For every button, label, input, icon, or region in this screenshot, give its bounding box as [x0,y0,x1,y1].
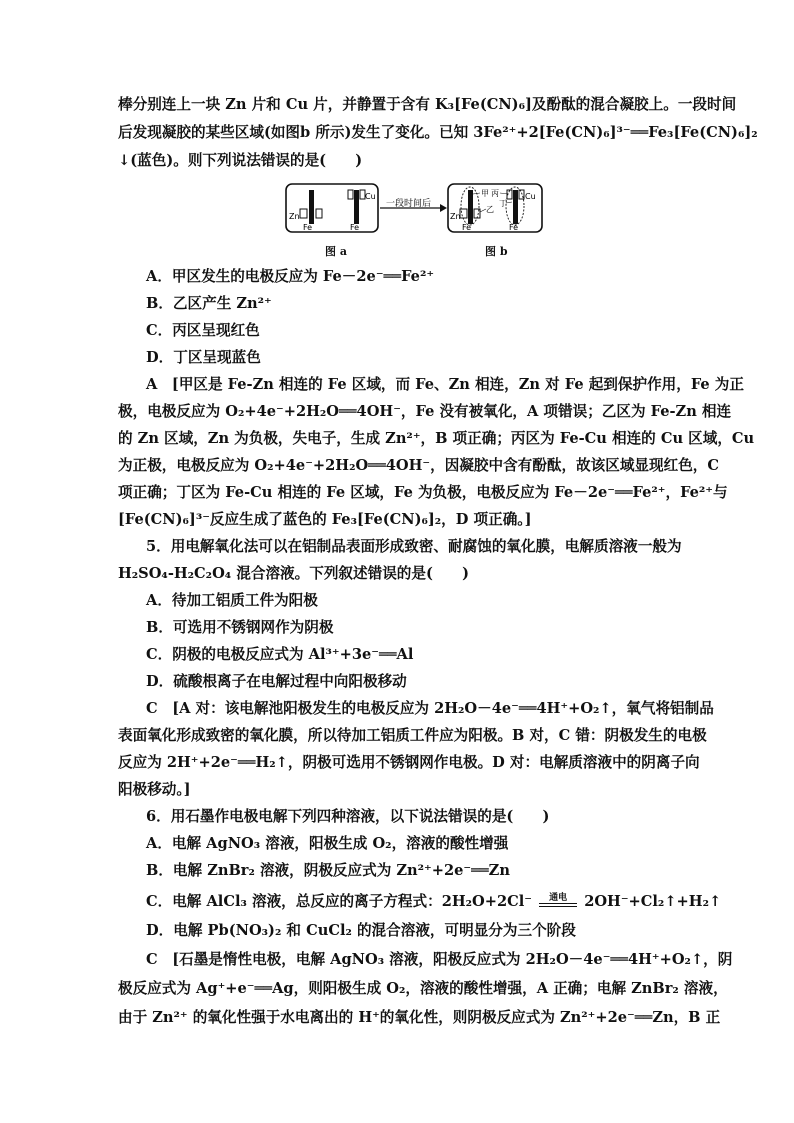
q5-stem-line-2: H₂SO₄-H₂C₂O₄ 混合溶液。下列叙述错误的是( ) [118,565,469,582]
q5-option-d: D．硫酸根离子在电解过程中向阳极移动 [146,673,407,690]
fig-b-fe-label-1: Fe [462,223,472,232]
q4-option-a: A．甲区发生的电极反应为 Fe－2e⁻══Fe²⁺ [146,268,435,285]
q6-answer-line-3: 由于 Zn²⁺ 的氧化性强于水电离出的 H⁺的氧化性，则阴极反应式为 Zn²⁺+2e⁻══Zn，B 正 [118,1009,721,1026]
q5-option-b: B．可选用不锈钢网作为阴极 [146,619,334,636]
q4-option-c: C．丙区呈现红色 [146,322,260,339]
q4-answer-line-1: A [甲区是 Fe-Zn 相连的 Fe 区域，而 Fe、Zn 相连，Zn 对 Fe 起到保护作用，Fe 为正 [146,376,744,393]
q5-stem-line-1: 5．用电解氧化法可以在铝制品表面形成致密、耐腐蚀的氧化膜，电解质溶液一般为 [146,538,682,555]
q5-answer-line-2: 表面氧化形成致密的氧化膜，所以待加工铝质工件应为阳极。B 对，C 错：阴极发生的电极 [118,727,707,744]
q5-answer-line-4: 阳极移动。] [118,781,191,798]
fig-arrow-label: 一段时间后 [386,199,432,209]
q5-option-c: C．阴极的电极反应式为 Al³⁺+3e⁻══Al [146,646,414,663]
q5-option-a: A．待加工铝质工件为阳极 [146,592,318,609]
q4-stem-line-1: 棒分别连上一块 Zn 片和 Cu 片，并静置于含有 K₃[Fe(CN)₆]及酚酞的混合凝胶上。一段时间 [118,96,737,113]
q4-answer-line-2: 极，电极反应为 O₂+4e⁻+2H₂O══4OH⁻，Fe 没有被氧化，A 项错误；乙区为 Fe-Zn 相连 [118,403,732,420]
q6-answer-line-1: C [石墨是惰性电极，电解 AgNO₃ 溶液，阳极反应式为 2H₂O－4e⁻══4H⁺+O₂↑，阴 [146,951,733,968]
q4-answer-line-6: [Fe(CN)₆]³⁻反应生成了蓝色的 Fe₃[Fe(CN)₆]₂，D 项正确。] [118,511,532,528]
q4-option-b: B．乙区产生 Zn²⁺ [146,295,272,312]
q6-stem: 6．用石墨作电极电解下列四种溶液，以下说法错误的是( ) [146,808,550,825]
q6-answer-line-2: 极反应式为 Ag⁺+e⁻══Ag，则阳极生成 O₂，溶液的酸性增强，A 正确；电解 ZnBr₂ 溶液， [118,980,728,997]
q4-option-d: D．丁区呈现蓝色 [146,349,261,366]
q6-electrolysis-arrow [537,893,579,911]
fig-b-ding-label: 丁 [499,199,507,208]
fig-b-yi-label: 乙 [486,205,494,214]
q4-answer-line-5: 项正确；丁区为 Fe-Cu 相连的 Fe 区域，Fe 为负极，电极反应为 Fe－2e⁻══Fe²⁺，Fe²⁺与 [118,484,728,501]
q6-option-c-post: 2OH⁻+Cl₂↑+H₂↑ [584,893,722,910]
q5-answer-line-1: C [A 对：该电解池阳极发生的电极反应为 2H₂O－4e⁻══4H⁺+O₂↑，氧气将铝制品 [146,700,714,717]
q6-option-d: D．电解 Pb(NO₃)₂ 和 CuCl₂ 的混合溶液，可明显分为三个阶段 [146,922,576,939]
fig-a-caption: 图 a [325,245,347,258]
fig-a-zn-label: Zn [289,212,300,221]
q4-stem-line-2: 后发现凝胶的某些区域(如图b 所示)发生了变化。已知 3Fe²⁺+2[Fe(CN)₆]³⁻══Fe₃[Fe(CN)₆]₂ [118,124,758,141]
q4-answer-line-4: 为正极，电极反应为 O₂+4e⁻+2H₂O══4OH⁻，因凝胶中含有酚酞，故该区域显现红色，C [118,457,720,474]
q6-option-b: B．电解 ZnBr₂ 溶液，阴极反应式为 Zn²⁺+2e⁻══Zn [146,862,510,879]
q4-answer-line-3: 的 Zn 区域，Zn 为负极，失电子，生成 Zn²⁺，B 项正确；丙区为 Fe-Cu 相连的 Cu 区域，Cu [118,430,755,447]
fig-b-bing-label: 丙 [491,189,499,198]
fig-a-cu-label: Cu [365,192,376,201]
q6-option-a: A．电解 AgNO₃ 溶液，阳极生成 O₂，溶液的酸性增强 [146,835,509,852]
q5-answer-line-3: 反应为 2H⁺+2e⁻══H₂↑，阴极可选用不锈钢网作电极。D 对：电解质溶液中的阴离子向 [118,754,700,771]
q6-option-c [146,893,794,911]
fig-a-fe-label-1: Fe [303,223,313,232]
q4-stem-line-3: ↓(蓝色)。则下列说法错误的是( ) [118,152,363,169]
fig-a-fe-label-2: Fe [350,223,360,232]
fig-b-fe-label-2: Fe [509,223,519,232]
q6-electrolysis-condition: 通电 [549,893,568,903]
fig-b-jia-label: 甲 [481,189,489,198]
fig-b-caption: 图 b [485,245,508,258]
fig-b-cu-label: Cu [525,192,536,201]
q6-option-c-pre: C．电解 AlCl₃ 溶液，总反应的离子方程式：2H₂O+2Cl⁻ [146,893,532,910]
fig-b-zn-label: Zn [450,212,461,221]
